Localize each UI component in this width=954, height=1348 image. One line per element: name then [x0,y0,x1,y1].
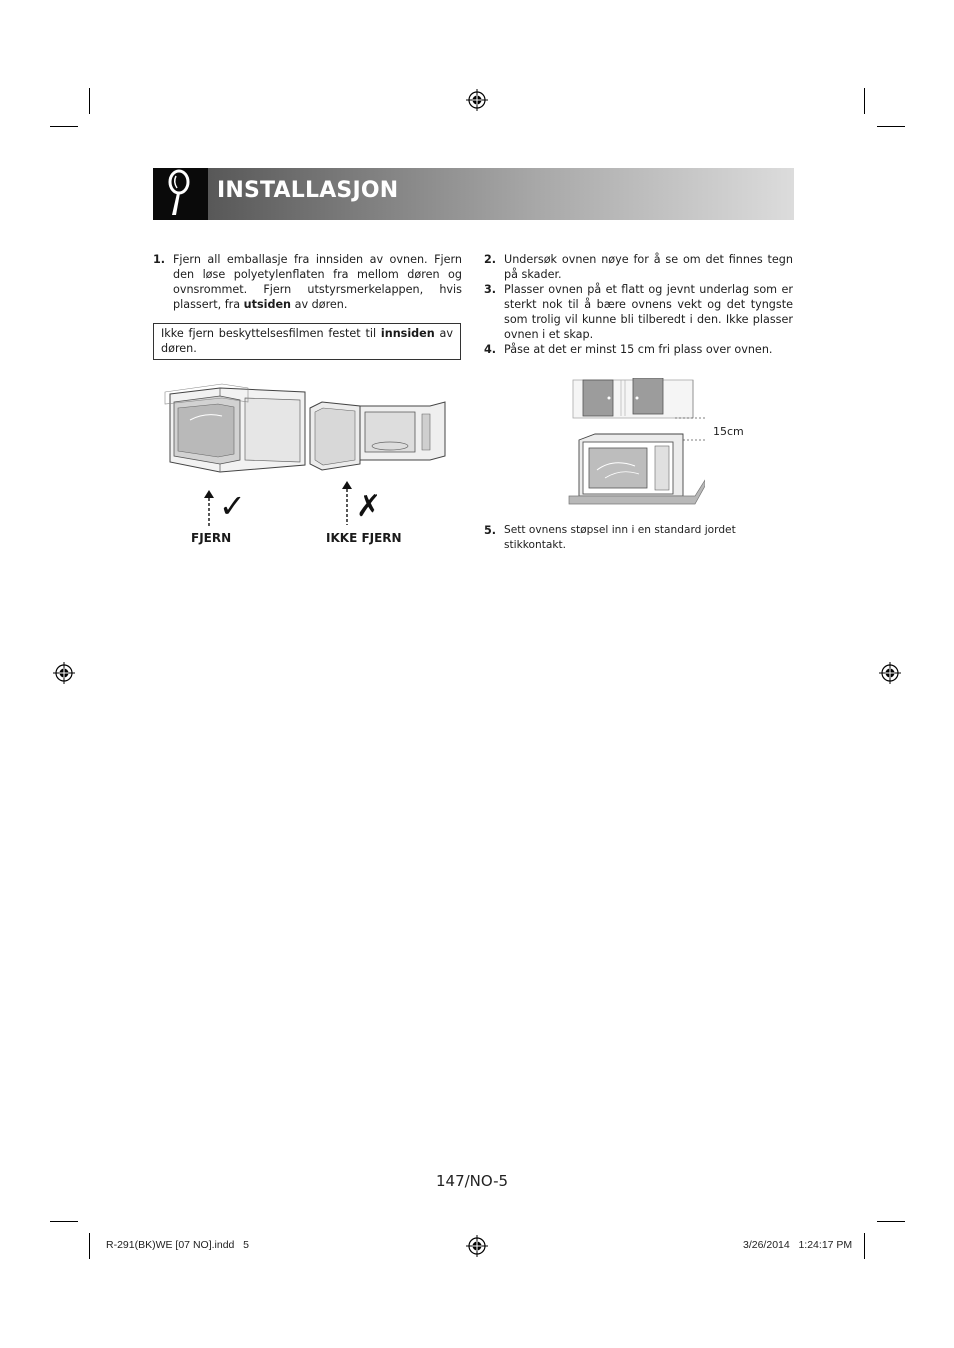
microwave-door-film-illustration [160,380,455,480]
list-item-5 [484,523,796,551]
list-item-text: Plasser ovnen på et flatt og jevnt underlag som er sterkt nok til å bære ovnens vekt og det tyngste som trolig vil kunne bli tilberedt i den. Ikke plasser ovnen i et skap. [504,283,793,341]
list-item-2 [484,252,793,282]
page-title: INSTALLASJON [217,178,399,203]
crop-mark [50,1221,78,1222]
list-item-text: Undersøk ovnen nøye for å se om det finnes tegn på skader. [504,253,793,281]
registration-mark-icon [53,662,75,684]
arrow-up-icon [341,481,353,525]
registration-mark-icon [879,662,901,684]
footer-filename: R-291(BK)WE [07 NO].indd 5 [106,1239,249,1251]
crop-mark [50,126,78,127]
cross-icon: ✗ [356,489,382,524]
list-item-text: Fjern all emballasje fra innsiden av ovnen. Fjern den løse polyetylenflaten fra mellom døren og ovnsrommet. Fjern utstyrsmerkelappen, hvis plassert, fra utsiden av døren. [173,253,462,311]
list-item-3 [484,282,793,342]
crop-mark [864,88,865,114]
header-icon-box [153,168,208,220]
arrow-up-icon [203,490,215,526]
registration-mark-icon [466,89,488,111]
footer-timestamp: 3/26/2014 1:24:17 PM [743,1239,853,1251]
list-item-number: 5. [484,524,497,537]
list-item-number: 3. [484,283,497,296]
checkmark-icon: ✓ [219,487,246,525]
list-item-number: 1. [153,253,166,266]
crop-mark [877,126,905,127]
page-number: 147/NO-5 [436,1172,509,1190]
list-item-4 [484,342,793,358]
registration-mark-icon [466,1235,488,1257]
list-item-1 [153,252,462,314]
notice-box: Ikke fjern beskyttelsesfilmen festet til innsiden av døren. [153,323,461,360]
clearance-illustration [565,378,705,508]
label-remove: FJERN [191,531,232,545]
section-header [153,168,794,220]
list-item-number: 4. [484,343,497,356]
crop-mark [89,88,90,114]
crop-mark [89,1233,90,1259]
crop-mark [877,1221,905,1222]
list-item-text: Påse at det er minst 15 cm fri plass over ovnen. [504,343,773,356]
list-item-text: Sett ovnens støpsel inn i en standard jordet stikkontakt. [504,524,736,551]
crop-mark [864,1233,865,1259]
clearance-label: 15cm [713,425,744,438]
list-item-number: 2. [484,253,497,266]
magnifier-icon [153,168,208,220]
label-dont-remove: IKKE FJERN [326,531,402,545]
